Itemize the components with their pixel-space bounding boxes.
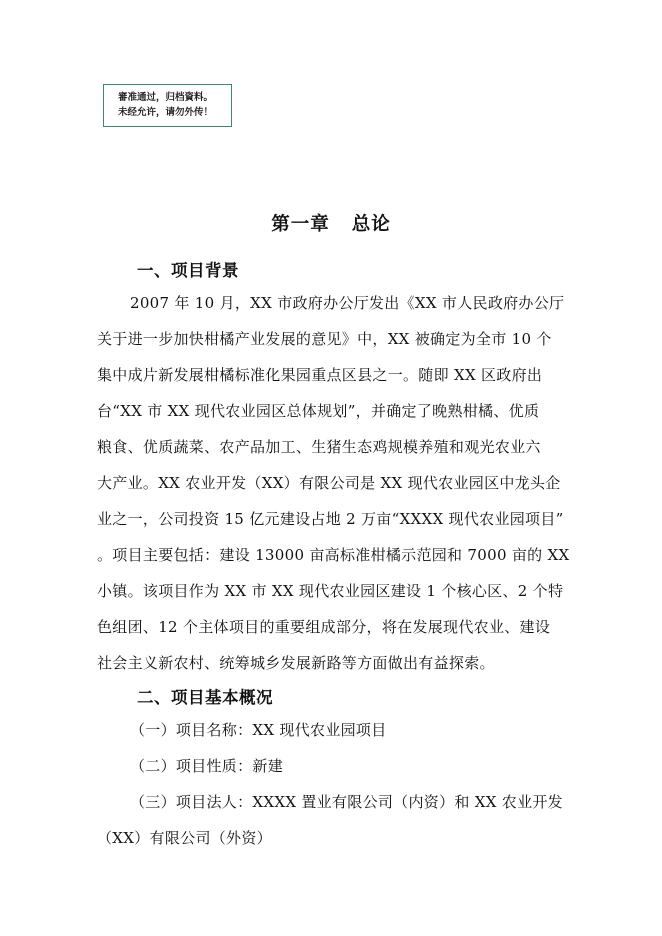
- overview-item-name: （一）项目名称：XX 现代农业园项目: [130, 721, 387, 739]
- chapter-name: 总论: [351, 214, 391, 235]
- paragraph-line: 。项目主要包括：建设 13000 亩高标准柑橘示范园和 7000 亩的 XX: [97, 546, 570, 564]
- paragraph-line: 集中成片新发展柑橘标准化果园重点区县之一。随即 XX 区政府出: [97, 366, 543, 384]
- paragraph-line: 台“XX 市 XX 现代农业园区总体规划”，并确定了晚熟柑橘、优质: [97, 402, 540, 420]
- overview-item-legal-entity-cont: （XX）有限公司（外资）: [97, 829, 272, 847]
- paragraph-line: 业之一，公司投资 15 亿元建设占地 2 万亩“XXXX 现代农业园项目”: [97, 510, 564, 528]
- overview-item-legal-entity: （三）项目法人：XXXX 置业有限公司（内资）和 XX 农业开发: [130, 793, 563, 811]
- paragraph-line: 2007 年 10 月，XX 市政府办公厅发出《XX 市人民政府办公厅: [130, 294, 565, 312]
- paragraph-line: 色组团、12 个主体项目的重要组成部分，将在发展现代农业、建设: [97, 618, 551, 636]
- section-heading-overview: 二、项目基本概况: [137, 688, 273, 707]
- paragraph-line: 小镇。该项目作为 XX 市 XX 现代农业园区建设 1 个核心区、2 个特: [97, 582, 564, 600]
- overview-item-nature: （二）项目性质：新建: [130, 757, 284, 775]
- stamp-line-2: 未经允许，请勿外传！: [118, 107, 214, 118]
- approval-stamp: [103, 84, 232, 127]
- section-heading-background: 一、项目背景: [137, 261, 239, 280]
- paragraph-line: 粮食、优质蔬菜、农产品加工、生猪生态鸡规模养殖和观光农业六: [97, 438, 541, 456]
- paragraph-line: 大产业。XX 农业开发（XX）有限公司是 XX 现代农业园区中龙头企: [97, 474, 561, 492]
- stamp-line-1: 審准通过，归档資料。: [118, 92, 214, 103]
- chapter-number: 第一章: [271, 214, 330, 235]
- paragraph-line: 关于进一步加快柑橘产业发展的意见》中，XX 被确定为全市 10 个: [97, 330, 552, 348]
- paragraph-line: 社会主义新农村、统筹城乡发展新路等方面做出有益探索。: [97, 654, 495, 672]
- chapter-title: [0, 210, 662, 236]
